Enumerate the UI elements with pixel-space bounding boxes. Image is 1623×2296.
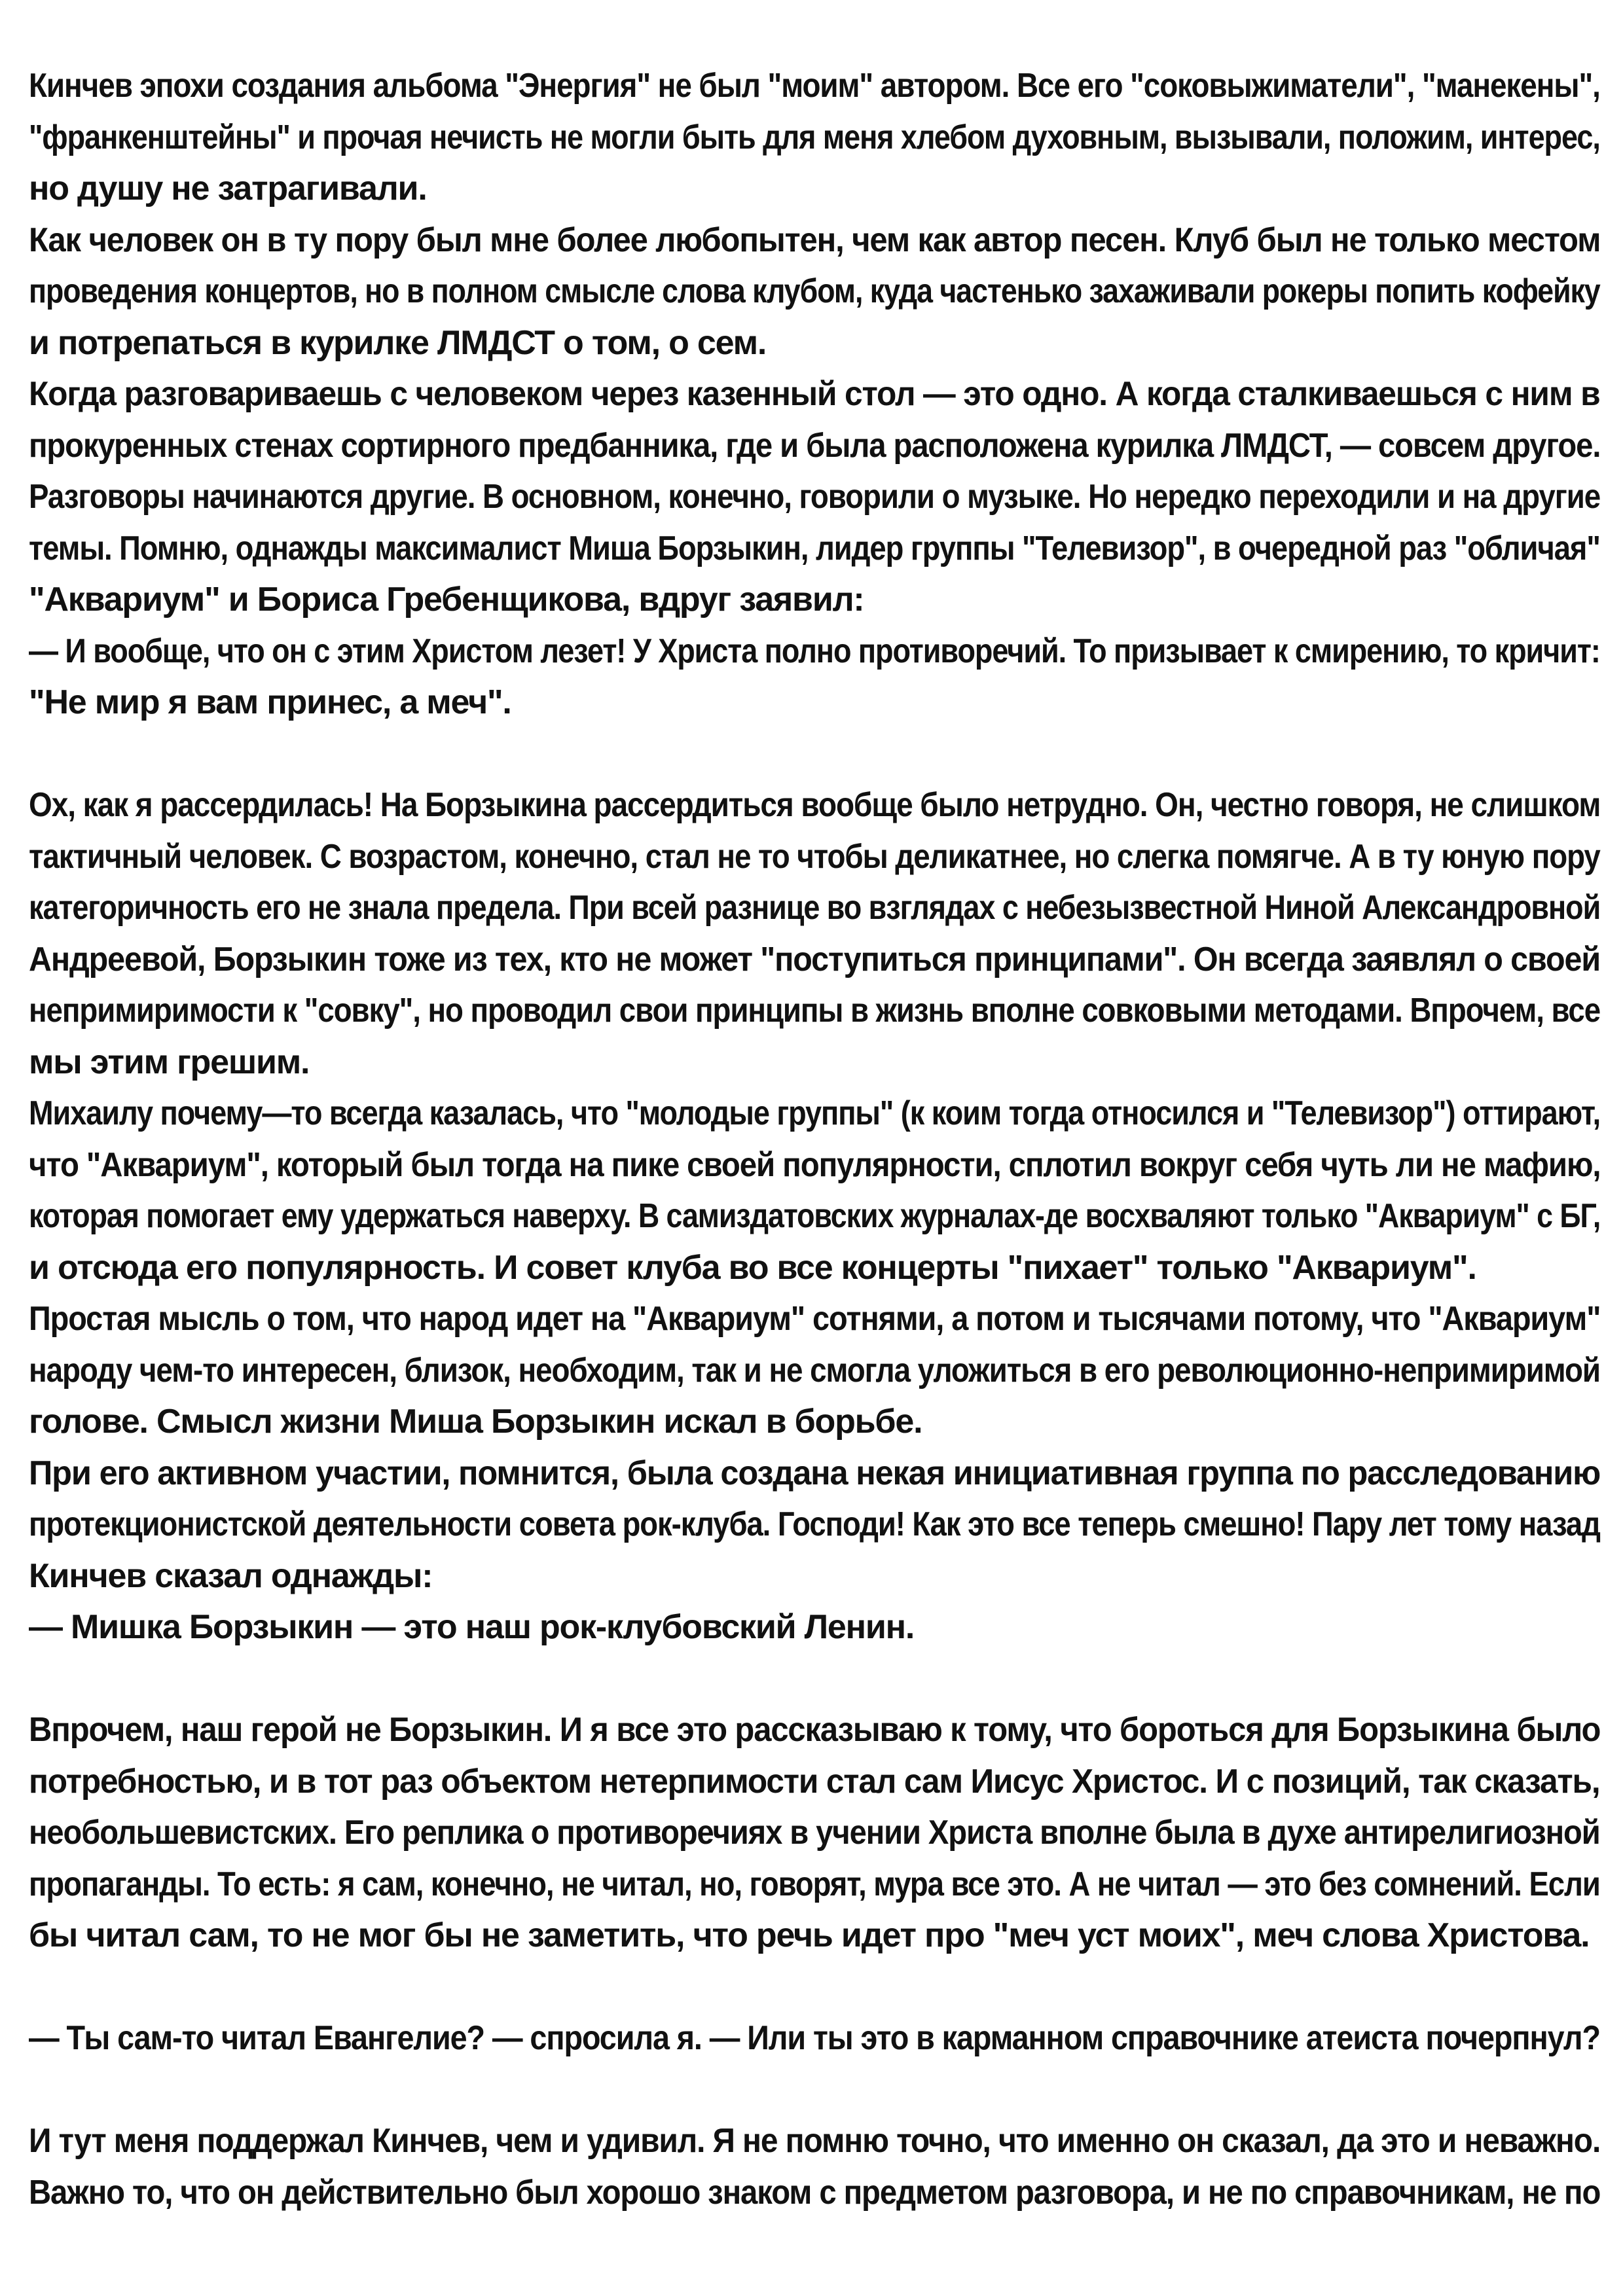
text-line: которая помогает ему удержаться наверху. В самиздатовских журналах-де восхваляют только "Аквариум" с БГ, bbox=[29, 1197, 1601, 1235]
text-line: проведения концертов, но в полном смысле слова клубом, куда частенько захаживали рокеры попить кофейку bbox=[29, 272, 1600, 310]
text-line: и отсюда его популярность. И совет клуба во все концерты "пихает" только "Аквариум". bbox=[29, 1248, 1476, 1287]
text-line: бы читал сам, то не мог бы не заметить, что речь идет про "меч уст моих", меч слова Христова. bbox=[29, 1916, 1590, 1954]
text-line: потребностью, и в тот раз объектом нетерпимости стал сам Иисус Христос. И с позиций, так сказать, bbox=[29, 1762, 1600, 1801]
text-line: "Не мир я вам принес, а меч". bbox=[29, 683, 511, 721]
text-line: но душу не затрагивали. bbox=[29, 170, 427, 207]
text-line: — Ты сам-то читал Евангелие? — спросила я. — Или ты это в карманном справочнике атеиста почерпнул? bbox=[29, 2019, 1600, 2057]
text-line: Как человек он в ту пору был мне более любопытен, чем как автор песен. Клуб был не только местом bbox=[29, 221, 1601, 259]
text-line: Важно то, что он действительно был хорошо знаком с предметом разговора, и не по справочникам, не по bbox=[29, 2173, 1601, 2212]
text-line: народу чем-то интересен, близок, необходим, так и не смогла уложиться в его революционно-непримиримой bbox=[29, 1351, 1601, 1390]
text-line: "Аквариум" и Бориса Гребенщикова, вдруг заявил: bbox=[29, 581, 864, 619]
text-line: — Мишка Борзыкин — это наш рок-клубовский Ленин. bbox=[29, 1608, 915, 1646]
text-line: Ох, как я рассердилась! На Борзыкина рассердиться вообще было нетрудно. Он, честно говоря, не слишком bbox=[29, 786, 1601, 824]
blank-line bbox=[29, 1962, 1600, 2013]
text-line: мы этим грешим. bbox=[29, 1043, 310, 1081]
text-line: что "Аквариум", который был тогда на пике своей популярности, сплотил вокруг себя чуть ли не мафию, bbox=[29, 1145, 1601, 1184]
text-line: Кинчев сказал однажды: bbox=[29, 1556, 433, 1595]
text-line: При его активном участии, помнится, была создана некая инициативная группа по расследованию bbox=[29, 1454, 1601, 1492]
text-line: Андреевой, Борзыкин тоже из тех, кто не может "поступиться принципами". Он всегда заявлял о своей bbox=[29, 940, 1601, 978]
text-line: и потрепаться в курилке ЛМДСТ о том, о сем. bbox=[29, 323, 767, 362]
text-line: категоричность его не знала предела. При всей разнице во взглядах с небезызвестной Ниной Александровной bbox=[29, 889, 1601, 927]
blank-line bbox=[29, 1653, 1600, 1705]
text-line: Разговоры начинаются другие. В основном, конечно, говорили о музыке. Но нередко переходили и на другие bbox=[29, 478, 1601, 516]
text-line: тактичный человек. С возрастом, конечно, стал не то чтобы деликатнее, но слегка помягче. А в ту юную пору bbox=[29, 837, 1600, 876]
text-line: голове. Смысл жизни Миша Борзыкин искал в борьбе. bbox=[29, 1403, 922, 1441]
document-body bbox=[29, 60, 1600, 2218]
text-line: — И вообще, что он с этим Христом лезет! У Христа полно противоречий. То призывает к смирению, то кричит: bbox=[29, 632, 1600, 670]
text-line: Кинчев эпохи создания альбома "Энергия" не был "моим" автором. Все его "соковыжиматели", "манекены", bbox=[29, 67, 1600, 105]
text-line: Впрочем, наш герой не Борзыкин. И я все это рассказываю к тому, что бороться для Борзыкина было bbox=[29, 1711, 1601, 1749]
text-line: И тут меня поддержал Кинчев, чем и удивил. Я не помню точно, что именно он сказал, да это и неважно. bbox=[29, 2122, 1601, 2160]
text-line: Михаилу почему—то всегда казалась, что "молодые группы" (к коим тогда относился и "Телевизор") оттирают, bbox=[29, 1094, 1601, 1132]
text-line: темы. Помню, однажды максималист Миша Борзыкин, лидер группы "Телевизор", в очередной раз "обличая" bbox=[29, 529, 1600, 567]
text-line: необольшевистских. Его реплика о противоречиях в учении Христа вполне была в духе антирелигиозной bbox=[29, 1814, 1600, 1852]
blank-line bbox=[29, 2064, 1600, 2116]
text-line: прокуренных стенах сортирного предбанника, где и была расположена курилка ЛМДСТ, — совсем другое. bbox=[29, 426, 1601, 465]
text-line: Когда разговариваешь с человеком через казенный стол — это одно. А когда сталкиваешься с ним в bbox=[29, 375, 1600, 413]
text-line: "франкенштейны" и прочая нечисть не могли быть для меня хлебом духовным, вызывали, положим, интерес, bbox=[29, 118, 1600, 156]
text-line: Простая мысль о том, что народ идет на "Аквариум" сотнями, а потом и тысячами потому, что "Аквариум" bbox=[29, 1300, 1601, 1338]
text-line: протекционистской деятельности совета рок-клуба. Господи! Как это все теперь смешно! Пару лет тому назад bbox=[29, 1505, 1600, 1543]
text-line: непримиримости к "совку", но проводил свои принципы в жизнь вполне совковыми методами. Впрочем, все bbox=[29, 992, 1601, 1030]
text-line: пропаганды. То есть: я сам, конечно, не читал, но, говорят, мура все это. А не читал — это без сомнений. Если bbox=[29, 1865, 1600, 1903]
blank-line bbox=[29, 728, 1600, 780]
